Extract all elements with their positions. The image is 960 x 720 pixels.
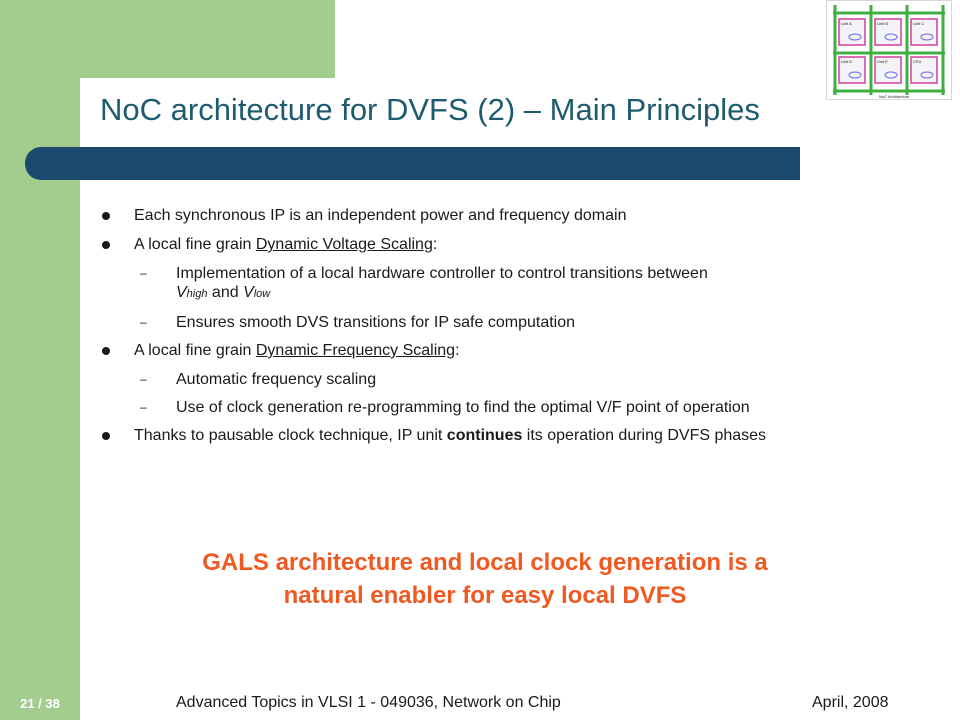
dvs-term: Dynamic Voltage Scaling: [255, 236, 433, 253]
dfs-term: Dynamic Frequency Scaling: [255, 342, 456, 359]
bullet-dfs: A local fine grain Dynamic Frequency Scaling:: [102, 341, 902, 361]
bullet-dot: [102, 347, 110, 355]
bullet-dot: [102, 212, 110, 220]
thumb-unit-label: Unit E: [877, 59, 888, 64]
slide-body: [102, 206, 902, 455]
sub-bullet-hw-controller: – Implementation of a local hardware controller to control transitions between Vhigh and Vlow: [140, 265, 708, 301]
thumb-unit-label: Unit B: [877, 21, 888, 26]
bullet-pausable-clock: Thanks to pausable clock technique, IP unit continues its operation during DVFS phases: [102, 426, 902, 446]
footer-course-title: Advanced Topics in VLSI 1 - 049036, Network on Chip: [176, 694, 561, 711]
thumb-unit-label: CPU: [913, 59, 922, 64]
slide-number: 21 / 38: [20, 696, 60, 711]
footer-date: April, 2008: [812, 694, 889, 711]
thumb-unit-label: Unit C: [913, 21, 925, 26]
thumb-unit-label: Unit A: [841, 21, 852, 26]
dash-marker: –: [140, 400, 147, 414]
bullet-dot: [102, 432, 110, 440]
bullet-dvs: A local fine grain Dynamic Voltage Scaling:: [102, 235, 902, 255]
thumb-caption: NoC Architecture: [879, 94, 910, 99]
sub-bullet-auto-frequency: – Automatic frequency scaling: [140, 371, 377, 388]
thumb-unit-label: Unit D: [841, 59, 853, 64]
bullet-independent-domain: Each synchronous IP is an independent power and frequency domain: [102, 206, 902, 226]
noc-architecture-thumbnail: [826, 0, 952, 100]
dash-marker: –: [140, 315, 147, 329]
bullet-dot: [102, 241, 110, 249]
title-underline-bar: [25, 147, 800, 180]
dash-marker: –: [140, 266, 147, 280]
sub-bullet-smooth-dvs: – Ensures smooth DVS transitions for IP safe computation: [140, 314, 576, 331]
dash-marker: –: [140, 372, 147, 386]
slide-title: NoC architecture for DVFS (2) – Main Principles: [100, 92, 760, 127]
top-green-band: [80, 0, 335, 78]
sub-bullet-clock-reprogramming: – Use of clock generation re-programming to find the optimal V/F point of operation: [140, 399, 750, 416]
key-takeaway: GALS architecture and local clock generation is a natural enabler for easy local DVFS: [202, 549, 768, 609]
left-green-band: [0, 0, 80, 720]
